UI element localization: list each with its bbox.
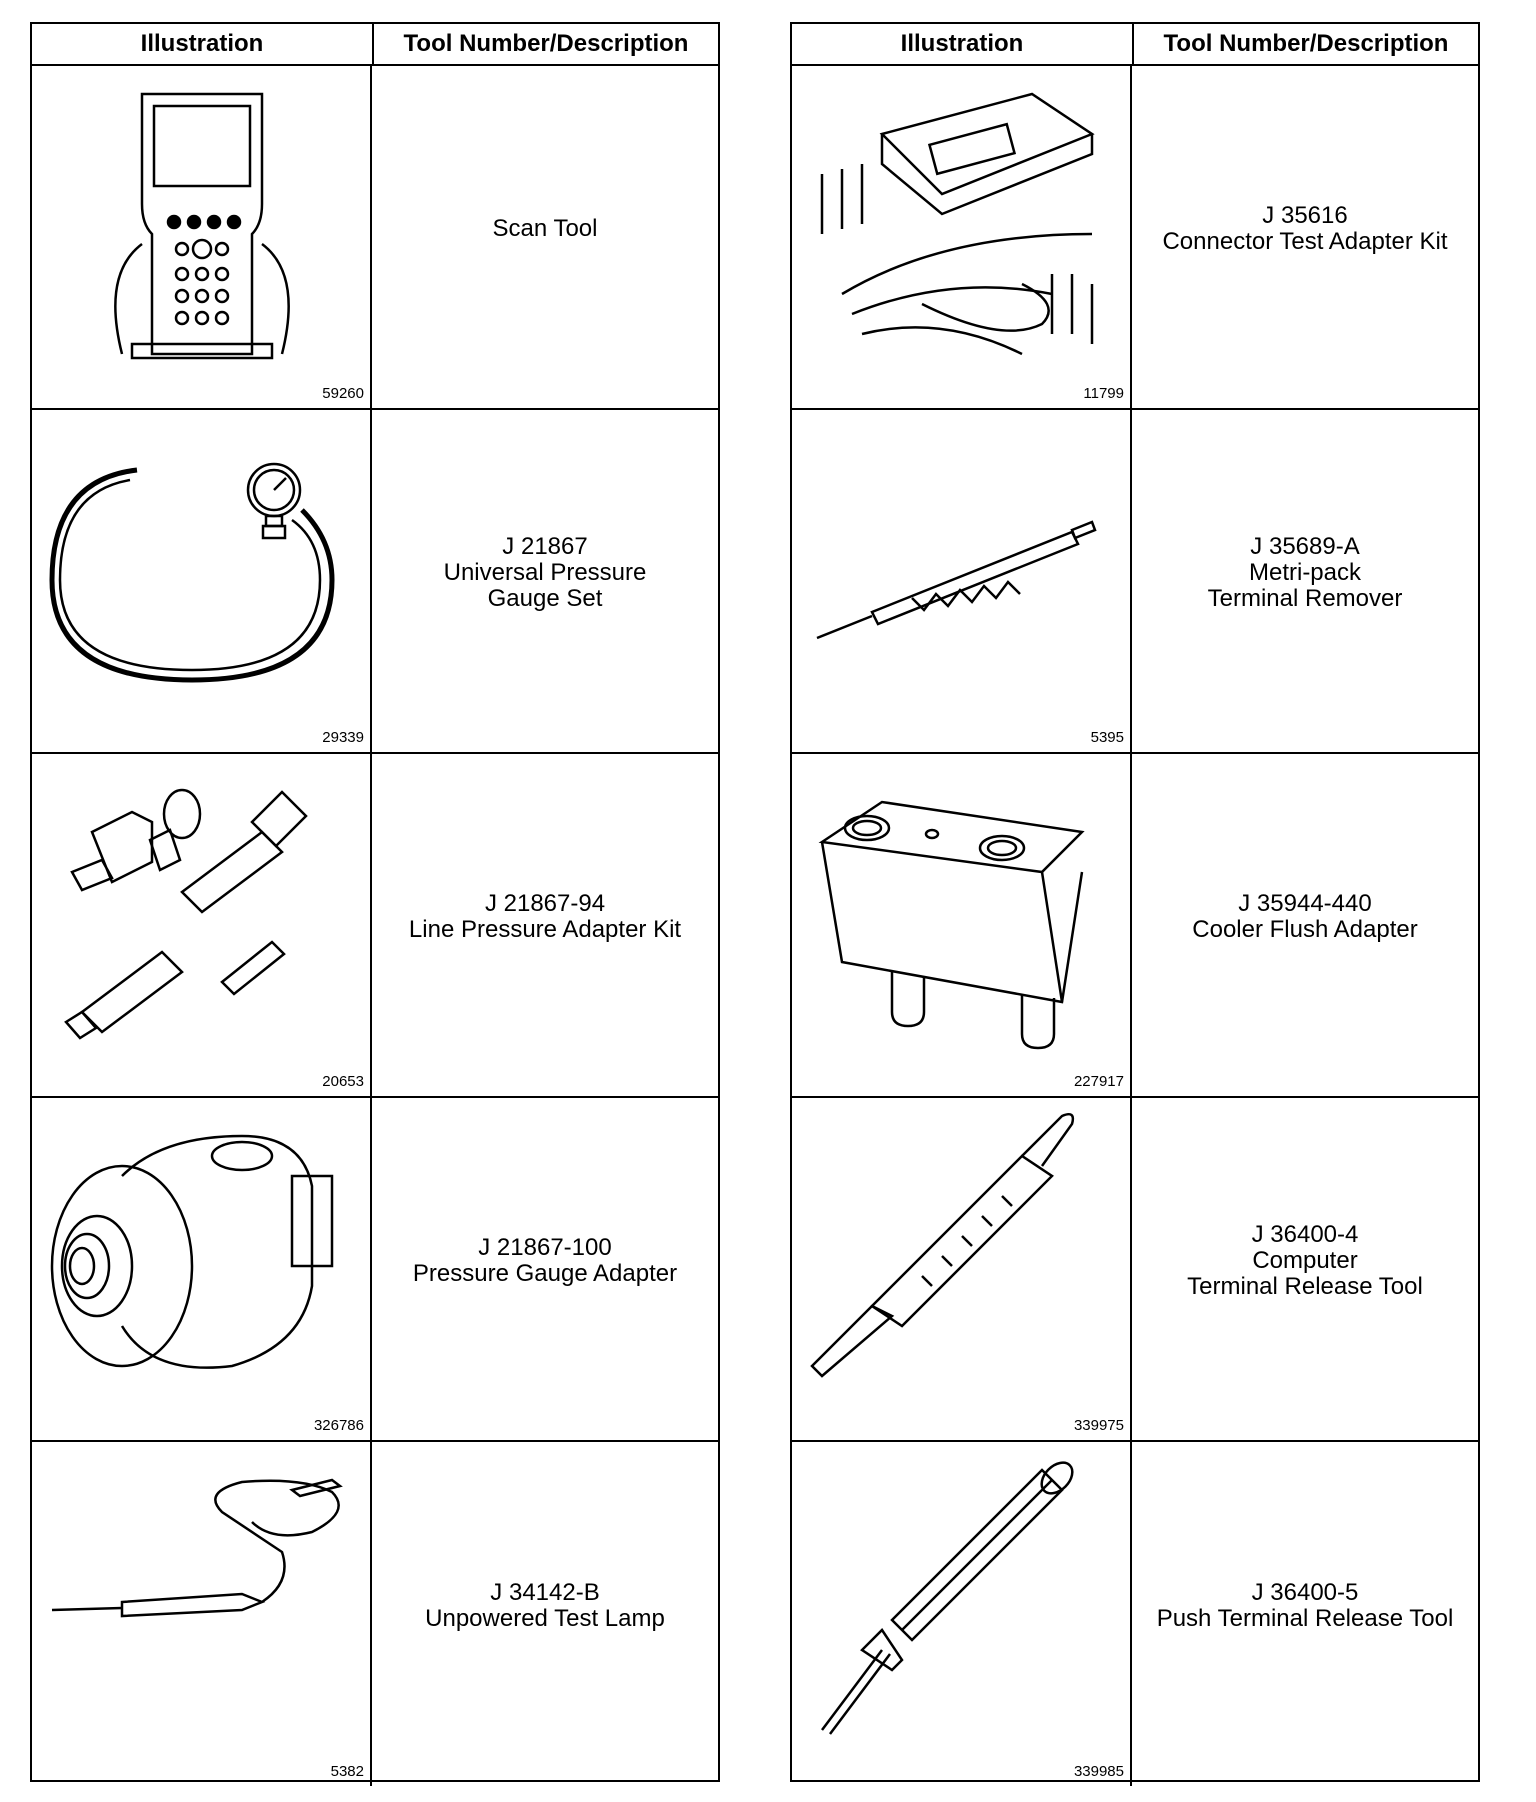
tool-description-cell (1132, 1442, 1478, 1786)
figure-number: 326786 (313, 1417, 364, 1434)
tool-description: Connector Test Adapter Kit (1162, 228, 1448, 255)
left-tools-table (30, 22, 720, 1782)
connector-kit-icon (802, 74, 1122, 374)
table-row (32, 66, 718, 410)
table-header (32, 24, 718, 66)
table-row (32, 1098, 718, 1442)
figure-number: 339975 (1073, 1417, 1124, 1434)
tool-description-cell (372, 1442, 718, 1786)
tool-description-header: Tool Number/Description (403, 30, 689, 57)
illustration-cell (32, 1442, 372, 1786)
figure-number: 59260 (322, 385, 364, 402)
gauge-adapter-icon (42, 1106, 362, 1406)
tool-description: Metri-pack Terminal Remover (1207, 559, 1403, 612)
table-row (32, 1442, 718, 1786)
tool-number: J 21867-100 (478, 1234, 612, 1261)
tool-number: J 34142-B (490, 1579, 600, 1606)
flush-adapter-icon (802, 762, 1122, 1062)
figure-number: 227917 (1073, 1073, 1124, 1090)
tool-description: Push Terminal Release Tool (1156, 1605, 1454, 1632)
table-row (792, 1442, 1478, 1786)
table-row (792, 1098, 1478, 1442)
figure-number: 29339 (322, 729, 364, 746)
illustration-cell (792, 1442, 1132, 1786)
illustration-cell (32, 410, 372, 752)
figure-number: 5395 (1090, 729, 1124, 746)
illustration-header: Illustration (792, 24, 1134, 64)
tool-description-cell (372, 1098, 718, 1440)
tool-description-cell (1132, 754, 1478, 1096)
table-row (32, 410, 718, 754)
illustration-cell (32, 754, 372, 1096)
scan-tool-icon (42, 74, 362, 374)
tool-description: Unpowered Test Lamp (425, 1605, 665, 1632)
figure-number: 20653 (322, 1073, 364, 1090)
release-tool-icon (802, 1106, 1122, 1406)
tool-description-cell (372, 754, 718, 1096)
illustration-cell (792, 410, 1132, 752)
tool-description-cell (1132, 1098, 1478, 1440)
tool-number: J 35689-A (1250, 533, 1360, 560)
table-row (792, 754, 1478, 1098)
table-header (792, 24, 1478, 66)
illustration-cell (32, 66, 372, 408)
tool-description: Cooler Flush Adapter (1192, 916, 1418, 943)
illustration-cell (32, 1098, 372, 1440)
illustration-cell (792, 1098, 1132, 1440)
right-tools-table (790, 22, 1480, 1782)
table-row (792, 66, 1478, 410)
tool-number: J 35944-440 (1238, 890, 1372, 917)
tool-description: Universal Pressure Gauge Set (443, 559, 647, 612)
table-row (32, 754, 718, 1098)
table-row (792, 410, 1478, 754)
figure-number: 5382 (330, 1763, 364, 1780)
illustration-header: Illustration (32, 24, 374, 64)
test-lamp-icon (42, 1450, 362, 1750)
tool-description: Scan Tool (492, 215, 598, 242)
tool-description-cell (1132, 66, 1478, 408)
tool-number: J 36400-5 (1251, 1579, 1359, 1606)
figure-number: 339985 (1073, 1763, 1124, 1780)
tool-number: J 36400-4 (1251, 1221, 1359, 1248)
tool-description-header: Tool Number/Description (1163, 30, 1449, 57)
tool-number: J 21867-94 (484, 890, 606, 917)
tool-description-cell (372, 66, 718, 408)
terminal-remover-icon (802, 418, 1122, 718)
push-tool-icon (802, 1450, 1122, 1750)
figure-number: 11799 (1083, 385, 1124, 402)
tool-number: J 35616 (1262, 202, 1348, 229)
tool-description: Line Pressure Adapter Kit (408, 916, 682, 943)
tool-description-cell (372, 410, 718, 752)
illustration-cell (792, 754, 1132, 1096)
tool-description-cell (1132, 410, 1478, 752)
tool-number: J 21867 (502, 533, 588, 560)
tool-description: Computer Terminal Release Tool (1187, 1247, 1423, 1300)
illustration-cell (792, 66, 1132, 408)
tool-description: Pressure Gauge Adapter (412, 1260, 678, 1287)
pressure-gauge-icon (42, 418, 362, 718)
adapter-kit-icon (42, 762, 362, 1062)
